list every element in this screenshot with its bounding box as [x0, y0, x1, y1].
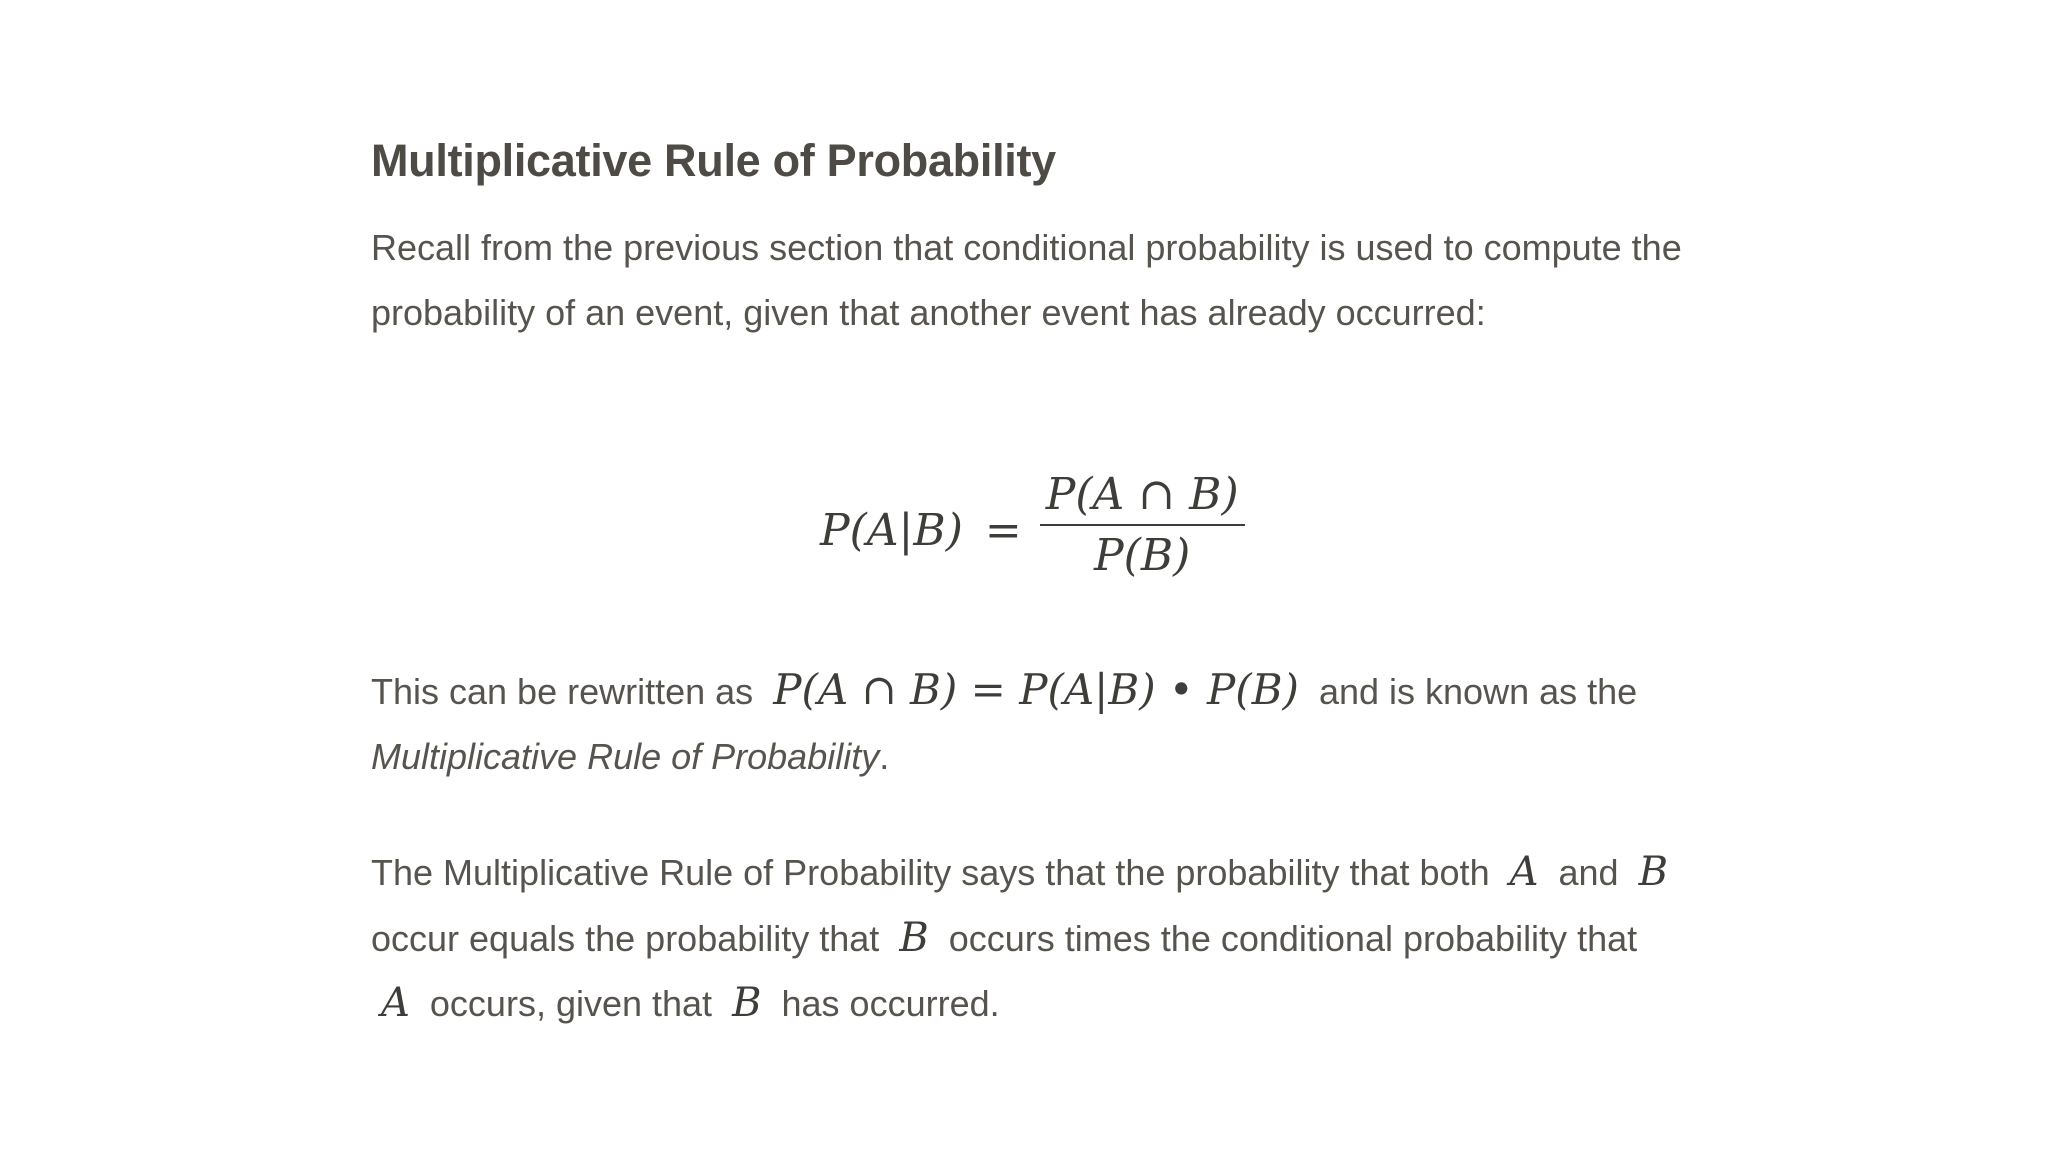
rewrite-text-before: This can be rewritten as: [371, 671, 754, 712]
explanation-text-3: occur equals the probability that: [371, 917, 880, 959]
variable-b: B: [732, 980, 762, 1026]
formula-lhs: P(A|B): [820, 504, 963, 556]
formula-denominator: P(B): [1094, 530, 1191, 581]
rewrite-text-end: .: [879, 735, 890, 777]
section-heading: Multiplicative Rule of Probability: [371, 135, 1056, 186]
rewrite-paragraph: [371, 658, 1691, 789]
formula-row: [820, 450, 1245, 600]
explanation-text-5: occurs, given that: [429, 983, 713, 1024]
explanation-text-2: and: [1558, 852, 1619, 893]
formula-fraction: [1040, 469, 1245, 581]
explanation-text-6: has occurred.: [781, 983, 1000, 1024]
lesson-content: [371, 128, 1691, 1026]
variable-b: B: [1638, 849, 1669, 895]
inline-multiplicative-formula: P(A ∩ B) = P(A|B) • P(B): [773, 665, 1299, 714]
formula-numerator: P(A ∩ B): [1045, 469, 1239, 520]
variable-a: A: [381, 980, 410, 1026]
rewrite-text-after: and is known as the: [1318, 671, 1638, 712]
explanation-text-1: The Multiplicative Rule of Probability says that the probability that both: [371, 852, 1490, 893]
formula-equals: =: [984, 504, 1022, 556]
variable-a: A: [1509, 849, 1539, 895]
rule-name-emphasis: Multiplicative Rule of Probability: [371, 735, 880, 777]
variable-b: B: [899, 914, 929, 961]
conditional-probability-formula: [371, 450, 1691, 600]
rule-explanation-paragraph: [371, 840, 1691, 1037]
intro-paragraph: Recall from the previous section that conditional probability is used to compute the probability of an event, given that another event has already occurred:: [371, 227, 1682, 333]
explanation-text-4: occurs times the conditional probability that: [948, 917, 1638, 959]
